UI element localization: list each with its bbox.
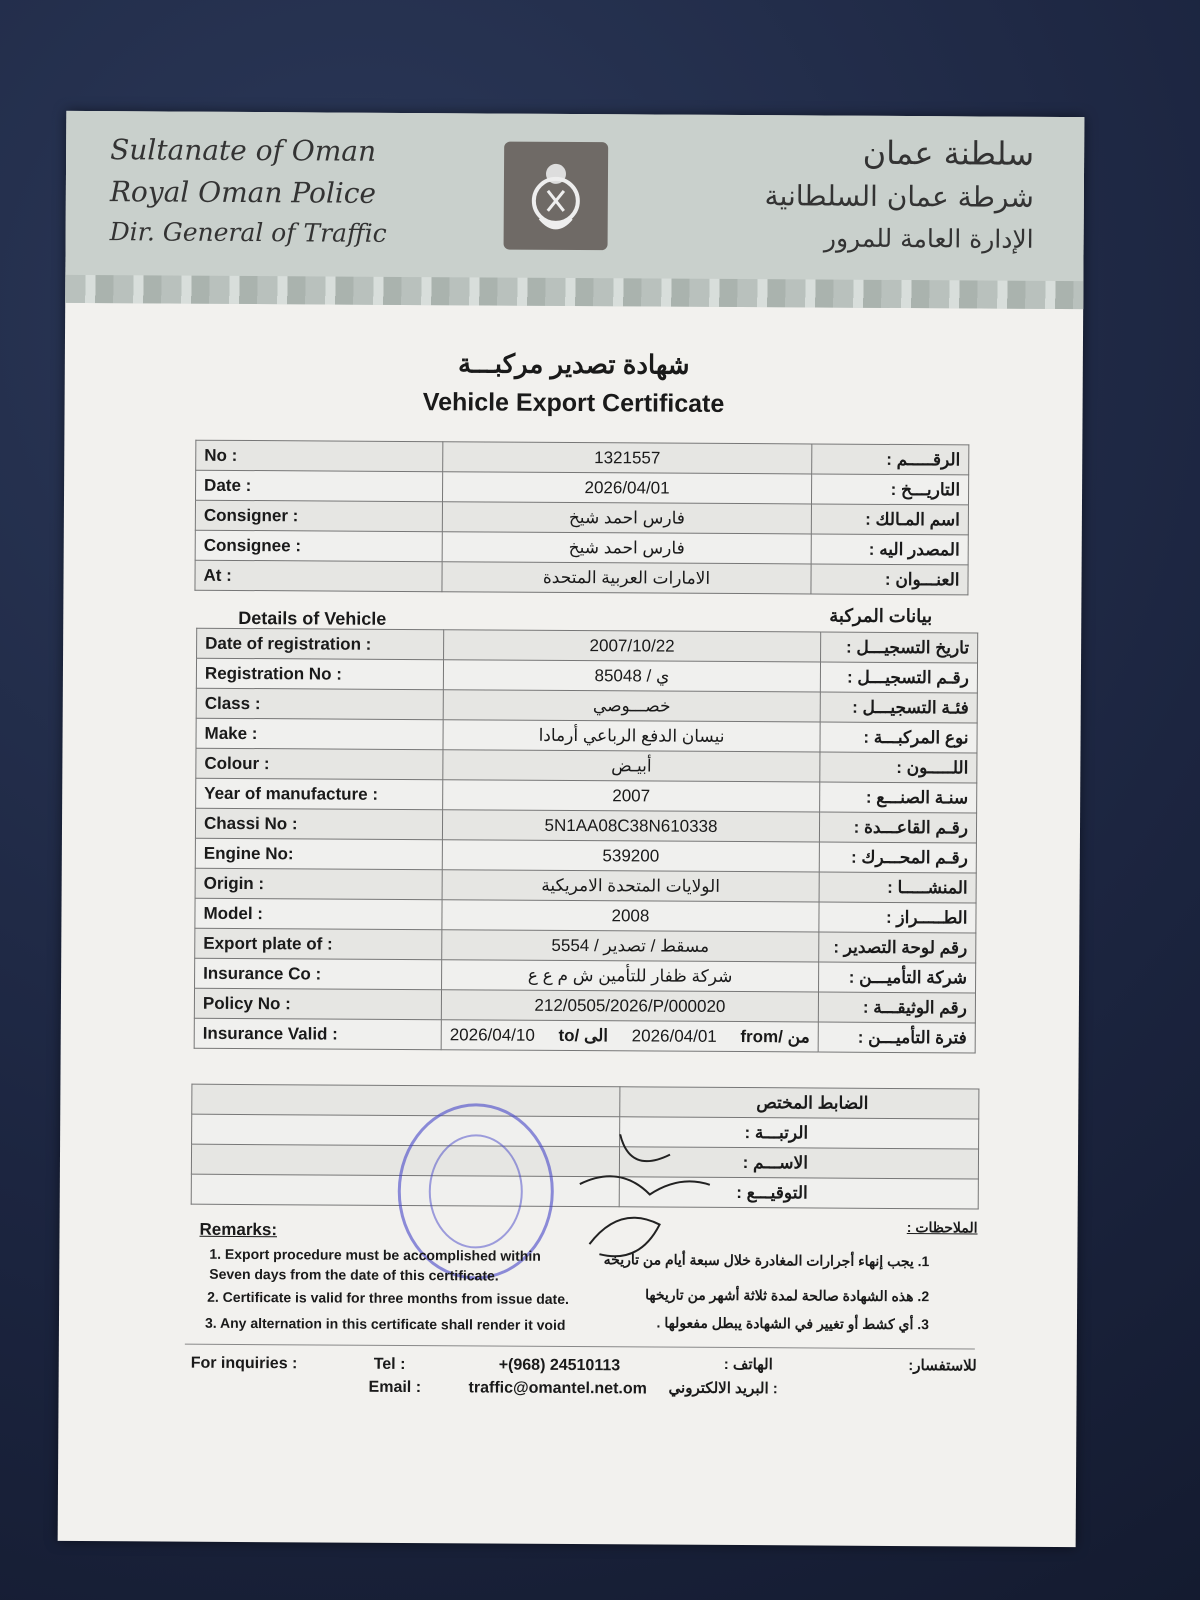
field-value: نيسان الدفع الرباعي أرمادا [443,720,820,752]
remarks-title-ar: الملاحظات : [906,1219,978,1236]
vehicle-details-table [194,628,979,1054]
remark-ar-2: 2. هذه الشهادة صالحة لمدة ثلاثة أشهر من تاريخها [645,1286,930,1305]
insurance-from-date: 2026/04/01 [631,1025,717,1046]
insurance-to-date: 2026/04/10 [449,1024,535,1045]
field-label: Model : [195,898,442,930]
field-label-ar: الطـــــراز : [819,902,976,933]
field-value: 1321557 [443,442,812,474]
table-row [195,898,976,933]
letterhead [65,111,1084,309]
certificate-paper [58,111,1085,1547]
remark-en-1: 1. Export procedure must be accomplished within Seven days from the date of this certificate. [209,1245,541,1284]
remark-en-3: 3. Any alternation in this certificate shall render it void [204,1314,566,1333]
field-label: Policy No : [194,988,441,1020]
table-row [195,958,976,993]
table-row [195,838,976,873]
table-row [195,560,968,595]
field-label-ar: سنـة الصنـــع : [820,782,977,813]
police-name-ar: شرطة عمان السلطانية [764,179,1034,214]
remark-ar-1: 1. يجب إنهاء أجرارات المغادرة خلال سبعة أيام من تاريخه [603,1251,930,1270]
field-label-ar: تاريخ التسجيـــل : [821,632,978,663]
table-row [196,778,977,813]
police-name-en: Royal Oman Police [109,175,377,210]
remark-ar-3: 3. أي كشط أو تغيير في الشهادة يبطل مفعولها . [656,1314,930,1333]
field-label-ar: اللـــــون : [820,752,977,783]
field-value: 5N1AA08C38N610338 [442,810,819,842]
table-row [196,688,977,723]
directorate-name-en: Dir. General of Traffic [109,217,387,248]
directorate-name-ar: الإدارة العامة للمرور [823,223,1034,254]
field-label-ar: رقم لوحة التصدير : [819,932,976,963]
vehicle-section-title-en: Details of Vehicle [238,607,387,629]
field-label-ar: العنـــوان : [811,564,968,595]
field-value: شركة ظفار للتأمين ش م ع ع [442,960,819,992]
officer-title: الضابط المختص [620,1087,979,1119]
field-label-ar: المصدر اليه : [811,534,968,565]
officer-signature-label: التوقيـــع : [619,1177,978,1209]
tel-label: Tel : [373,1355,406,1373]
field-value: أبيـض [443,750,820,782]
field-label: Colour : [196,748,443,780]
general-info-table [194,440,969,596]
table-row [195,808,976,843]
field-label-ar: شركة التأميـــن : [819,962,976,993]
inquiries-label-ar: للاستفسار: [908,1357,977,1375]
email-label-ar: : البريد الالكتروني [668,1379,778,1398]
email-address[interactable]: traffic@omantel.net.om [468,1379,647,1398]
field-label: Make : [196,718,443,750]
field-value: 212/0505/2026/P/000020 [441,990,818,1022]
field-label-ar: التاريـــخ : [811,474,968,505]
field-label-ar: فئـة التسجيـــل : [820,692,977,723]
royal-oman-police-emblem-icon [504,142,609,251]
table-row [195,500,968,535]
divider [185,1344,975,1350]
table-row [195,530,968,565]
field-label: At : [195,560,442,592]
remarks-title-en: Remarks: [199,1219,278,1240]
table-row [195,928,976,963]
field-value: خصـــوصي [443,690,820,722]
field-value: 2007/10/22 [444,630,821,662]
field-label: Chassi No : [195,808,442,840]
field-label: Insurance Co : [195,958,442,990]
table-row [194,988,975,1023]
field-label: Consigner : [195,500,442,532]
field-label-ar: رقم الوثيقـــة : [818,992,975,1023]
field-label-ar: رقـم التسجيـــل : [820,662,977,693]
field-label: Date of registration : [197,628,444,660]
title-ar: شهادة تصدير مركبـــة [457,348,690,380]
table-row [195,868,976,903]
field-label: Origin : [195,868,442,900]
field-value: 2008 [442,900,819,932]
field-label-ar: الرقـــــم : [812,444,969,475]
field-value: 539200 [442,840,819,872]
tel-label-ar: الهاتف : [723,1355,773,1374]
field-value: الولايات المتحدة الامريكية [442,870,819,902]
field-label: Consignee : [195,530,442,562]
field-value: ي / 85048 [443,660,820,692]
field-value: مسقط / تصدير / 5554 [442,930,819,962]
email-label: Email : [368,1378,422,1397]
field-label-ar: نوع المركبـــة : [820,722,977,753]
field-value: الامارات العربية المتحدة [442,562,811,594]
field-value: 2007 [443,780,820,812]
field-label: Class : [196,688,443,720]
field-label: Engine No: [195,838,442,870]
field-value: فارس احمد شيخ [442,532,811,564]
title-en: Vehicle Export Certificate [422,388,725,418]
from-label: from/ من [740,1026,810,1046]
officer-name-label: الاســـم : [619,1147,978,1179]
officer-rank-label: الرتبـــة : [620,1117,979,1149]
field-label-ar: رقـم القاعـــدة : [819,812,976,843]
field-value: 2026/04/01 [442,472,811,504]
table-row [197,628,978,663]
field-label: Year of manufacture : [196,778,443,810]
vehicle-section-title-ar: بيانات المركبة [829,605,933,627]
insurance-valid-row [194,1018,975,1053]
remark-en-2: 2. Certificate is valid for three months from issue date. [207,1288,569,1307]
field-label: Insurance Valid : [202,1023,338,1044]
tel-number: +(968) 24510113 [498,1356,621,1375]
table-row [196,440,969,475]
field-label-ar: المنشـــــا : [819,872,976,903]
handwritten-signature [559,1114,760,1265]
org-name-ar: سلطنة عمان [862,133,1035,173]
field-label: Registration No : [196,658,443,690]
to-label: to/ الى [558,1025,609,1045]
field-label: No : [196,440,443,472]
table-row [196,748,977,783]
table-row [196,470,969,505]
field-label-ar: فترة التأميـــن : [818,1022,975,1053]
org-name-en: Sultanate of Oman [110,133,377,168]
field-label: Date : [196,470,443,502]
field-label-ar: رقـم المحـــرك : [819,842,976,873]
table-row [196,658,977,693]
field-label: Export plate of : [195,928,442,960]
field-value: فارس احمد شيخ [442,502,811,534]
inquiries-label: For inquiries : [190,1354,298,1373]
field-label-ar: اسم المـالك : [811,504,968,535]
table-row [196,718,977,753]
decorative-band [65,275,1083,309]
